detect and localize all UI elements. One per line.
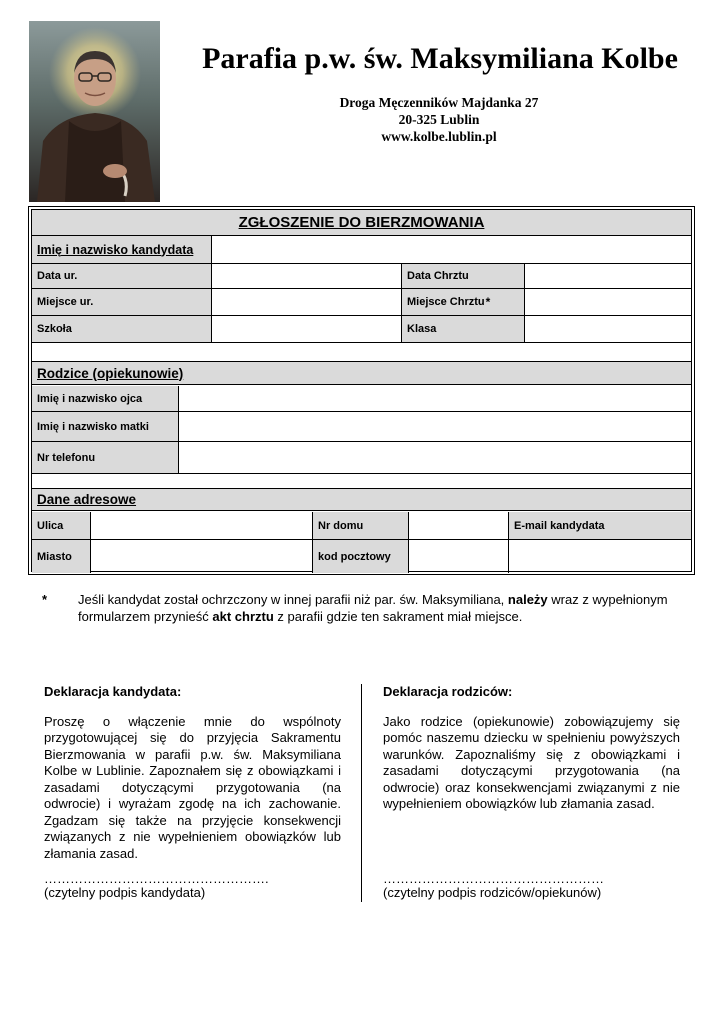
- house-number-field[interactable]: [409, 512, 509, 539]
- candidate-name-row: [32, 236, 691, 264]
- candidate-declaration: [44, 684, 341, 904]
- birth-date-label: Data ur.: [32, 264, 212, 288]
- birth-place-field[interactable]: [212, 289, 402, 315]
- form-title: ZGŁOSZENIE DO BIERZMOWANIA: [32, 210, 691, 236]
- baptism-date-label: Data Chrztu: [402, 264, 525, 288]
- address-heading: Dane adresowe: [32, 489, 691, 511]
- portrait-image: [29, 21, 160, 202]
- mother-row: [32, 412, 691, 442]
- note-marker: *: [42, 592, 48, 607]
- postal-code-label: kod pocztowy: [313, 540, 409, 573]
- candidate-signature-line[interactable]: …………………………………………….: [44, 871, 269, 886]
- birth-place-row: [32, 289, 691, 316]
- father-row: [32, 386, 691, 412]
- candidate-declaration-heading: Deklaracja kandydata:: [44, 684, 182, 699]
- birth-date-row: [32, 264, 691, 289]
- candidate-name-label: Imię i nazwisko kandydata: [32, 236, 212, 263]
- class-label: Klasa: [402, 316, 525, 342]
- city-field[interactable]: [91, 540, 313, 573]
- baptism-place-field[interactable]: [525, 289, 691, 315]
- postal-code-field[interactable]: [409, 540, 509, 573]
- father-name-label: Imię i nazwisko ojca: [32, 386, 179, 411]
- parish-address: [300, 94, 578, 145]
- confirmation-form: [28, 206, 695, 575]
- parents-signature-line[interactable]: ……………………………………………: [383, 871, 604, 886]
- city-label: Miasto: [32, 540, 91, 573]
- birth-date-field[interactable]: [212, 264, 402, 288]
- school-field[interactable]: [212, 316, 402, 342]
- mother-name-field[interactable]: [179, 412, 691, 441]
- address-postal-city: 20-325 Lublin: [398, 112, 480, 127]
- address-street: Droga Męczenników Majdanka 27: [339, 95, 539, 110]
- email-field[interactable]: [509, 540, 691, 573]
- house-number-label: Nr domu: [313, 512, 409, 539]
- candidate-signature-label: (czytelny podpis kandydata): [44, 885, 206, 900]
- email-label: E-mail kandydata: [509, 512, 691, 539]
- parish-name: Parafia p.w. św. Maksymiliana Kolbe: [202, 42, 678, 75]
- parents-declaration-heading: Deklaracja rodziców:: [383, 684, 513, 699]
- school-label: Szkoła: [32, 316, 212, 342]
- baptism-date-field[interactable]: [525, 264, 691, 288]
- birth-place-label: Miejsce ur.: [32, 289, 212, 315]
- phone-row: [32, 442, 691, 474]
- phone-field[interactable]: [179, 442, 691, 473]
- candidate-name-field[interactable]: [212, 236, 691, 263]
- baptism-place-label: Miejsce Chrztu *: [402, 289, 525, 315]
- parents-declaration-text: Jako rodzice (opiekunowie) zobowiązujemy się pomóc naszemu dziecku w spełnieniu powyższych warunków. Zapoznaliśmy się z obowiązkami i zasadami dotyczącymi przygotowania (na odwrocie) oraz konsekwencjami związanymi z nie wypełnieniem obowiązków lub złamania zasad.: [383, 713, 680, 811]
- street-field[interactable]: [91, 512, 313, 539]
- street-row: [32, 512, 691, 540]
- school-row: [32, 316, 691, 343]
- section-spacer: [32, 343, 691, 362]
- section-spacer: [32, 474, 691, 489]
- city-row: [32, 540, 691, 573]
- parents-signature-label: (czytelny podpis rodziców/opiekunów): [383, 885, 602, 900]
- declarations-divider: [361, 684, 362, 902]
- note-text: Jeśli kandydat został ochrzczony w innej parafii niż par. św. Maksymiliana, należy wraz z wypełnionym formularzem przynieść akt chrztu z parafii gdzie ten sakrament miał miejsce.: [78, 592, 668, 624]
- parents-declaration: [383, 684, 680, 904]
- father-name-field[interactable]: [179, 386, 691, 411]
- street-label: Ulica: [32, 512, 91, 539]
- phone-label: Nr telefonu: [32, 442, 179, 473]
- mother-name-label: Imię i nazwisko matki: [32, 412, 179, 441]
- saint-portrait: [29, 21, 160, 202]
- parish-website: www.kolbe.lublin.pl: [381, 129, 497, 144]
- form-table: [31, 209, 692, 572]
- candidate-declaration-text: Proszę o włączenie mnie do wspólnoty przygotowującej się do przyjęcia Sakramentu Bierzmowania w parafii p.w. św. Maksymiliana Kolbe w Lublinie. Zapoznałem się z obowiązkami i zasadami dotyczącymi przygotowania (na odwrocie) i wyrażam zgodę na ich zachowanie. Zgadzam się także na przyjęcie konsekwencji związanych z nie wypełnieniem obowiązków lub złamania zasad.: [44, 713, 341, 861]
- footnote-marker: *: [485, 295, 491, 309]
- class-field[interactable]: [525, 316, 691, 342]
- parents-heading: Rodzice (opiekunowie): [32, 362, 691, 385]
